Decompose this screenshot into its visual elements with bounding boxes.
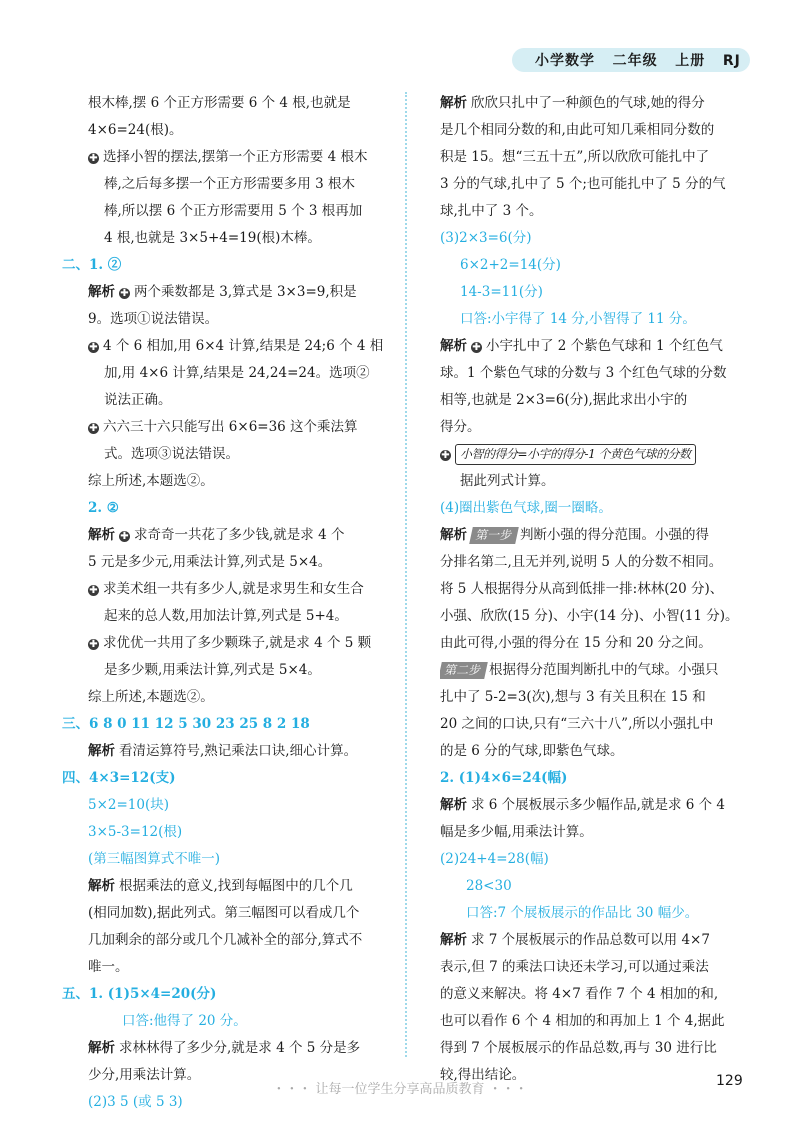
line-text: 综上所述,本题选②。	[88, 473, 214, 489]
line-text: 口答:小宇得了 14 分,小智得了 11 分。	[460, 311, 696, 327]
text-line	[440, 387, 762, 414]
text-line	[62, 1008, 394, 1035]
handwritten-note: 小智的得分=小宇的得分-1 个黄色气球的分数	[455, 444, 696, 465]
text-line	[440, 279, 762, 306]
text-line	[440, 792, 762, 819]
line-text: 4×6=24(根)。	[88, 122, 183, 138]
analysis-label: 解析	[88, 527, 115, 543]
text-line	[440, 603, 762, 630]
text-line	[62, 171, 394, 198]
line-text: 4 根,也就是 3×5+4=19(根)木棒。	[104, 230, 321, 246]
text-line	[440, 252, 762, 279]
line-text: 得分。	[440, 419, 481, 435]
analysis-label: 解析	[440, 932, 467, 948]
text-line	[62, 117, 394, 144]
text-line	[440, 576, 762, 603]
text-line	[62, 225, 394, 252]
line-text: 的意义来解决。将 4×7 看作 7 个 4 相加的和,	[440, 986, 719, 1002]
text-line	[62, 873, 394, 900]
line-text: 9。选项①说法错误。	[88, 311, 219, 327]
plus-bullet-icon: ✚	[472, 342, 481, 353]
plus-bullet-icon: ✚	[89, 342, 98, 353]
line-text: 由此可得,小强的得分在 15 分和 20 分之间。	[440, 635, 712, 651]
text-line	[62, 900, 394, 927]
right-column	[440, 90, 762, 1089]
text-line	[62, 279, 394, 306]
line-text: 三、6 8 0 11 12 5 30 23 25 8 2 18	[62, 716, 310, 732]
text-line	[62, 252, 394, 279]
text-line	[440, 684, 762, 711]
line-text: 看清运算符号,熟记乘法口诀,细心计算。	[119, 743, 358, 759]
line-text: 的是 6 分的气球,即紫色气球。	[440, 743, 624, 759]
text-line	[62, 684, 394, 711]
line-text: 扎中了 5-2=3(次),想与 3 有关且积在 15 和	[440, 689, 706, 705]
text-line	[62, 441, 394, 468]
text-line	[440, 360, 762, 387]
text-line	[440, 900, 762, 927]
line-text: 二、1. ②	[62, 257, 122, 273]
line-text: 28<30	[466, 878, 512, 894]
line-text: 积是 15。想“三五十五”,所以欣欣可能扎中了	[440, 149, 710, 165]
text-line	[62, 522, 394, 549]
text-line	[62, 765, 394, 792]
line-text: 是多少颗,用乘法计算,列式是 5×4。	[104, 662, 321, 678]
line-text: 求奇奇一共花了多少钱,就是求 4 个	[134, 527, 345, 543]
analysis-label: 解析	[88, 878, 115, 894]
line-text: 两个乘数都是 3,算式是 3×3=9,积是	[134, 284, 357, 300]
text-line	[440, 90, 762, 117]
text-line	[62, 306, 394, 333]
text-line	[440, 225, 762, 252]
line-text: 球,扎中了 3 个。	[440, 203, 543, 219]
text-line	[62, 576, 394, 603]
text-line	[440, 522, 762, 549]
text-line	[440, 1008, 762, 1035]
text-line	[440, 1035, 762, 1062]
analysis-label: 解析	[88, 1040, 115, 1056]
line-text: 3 分的气球,扎中了 5 个;也可能扎中了 5 分的气	[440, 176, 726, 192]
line-text: (4)圈出紫色气球,圈一圈略。	[440, 500, 612, 516]
text-line	[440, 333, 762, 360]
line-text: 唯一。	[88, 959, 129, 975]
analysis-label: 解析	[440, 338, 467, 354]
text-line	[440, 711, 762, 738]
text-line	[62, 657, 394, 684]
line-text: 6×2+2=14(分)	[460, 257, 561, 273]
text-line	[62, 90, 394, 117]
line-text: 求美术组一共有多少人,就是求男生和女生合	[103, 581, 364, 597]
line-text: 几加剩余的部分或几个几减补全的部分,算式不	[88, 932, 363, 948]
text-line	[62, 333, 394, 360]
text-line	[440, 144, 762, 171]
text-line	[440, 549, 762, 576]
line-text: 棒,所以摆 6 个正方形需要用 5 个 3 根再加	[104, 203, 363, 219]
line-text: (2)3 5 (或 5 3)	[88, 1094, 183, 1110]
line-text: 幅是多少幅,用乘法计算。	[440, 824, 593, 840]
line-text: 求优优一共用了多少颗珠子,就是求 4 个 5 颗	[103, 635, 372, 651]
text-line	[62, 414, 394, 441]
line-text: 5×2=10(块)	[88, 797, 170, 813]
plus-bullet-icon: ✚	[120, 531, 129, 542]
line-text: 3×5-3=12(根)	[88, 824, 183, 840]
text-line	[62, 495, 394, 522]
analysis-label: 解析	[440, 797, 467, 813]
line-text: 得到 7 个展板展示的作品总数,再与 30 进行比	[440, 1040, 717, 1056]
line-text: 说法正确。	[104, 392, 172, 408]
text-line	[62, 819, 394, 846]
line-text: 口答:7 个展板展示的作品比 30 幅少。	[466, 905, 699, 921]
plus-bullet-icon: ✚	[120, 288, 129, 299]
line-text: 小强、欣欣(15 分)、小宇(14 分)、小智(11 分)。	[440, 608, 739, 624]
text-line	[62, 198, 394, 225]
line-text: 加,用 4×6 计算,结果是 24,24=24。选项②	[104, 365, 370, 381]
step-tag: 第一步	[469, 527, 519, 544]
plus-bullet-icon: ✚	[441, 450, 450, 461]
line-text: 求林林得了多少分,就是求 4 个 5 分是多	[119, 1040, 361, 1056]
line-text: 分排名第二,且无并列,说明 5 人的分数不相同。	[440, 554, 723, 570]
text-line	[440, 873, 762, 900]
text-line	[62, 954, 394, 981]
text-line	[62, 630, 394, 657]
text-line	[440, 954, 762, 981]
line-text: 选择小智的摆法,摆第一个正方形需要 4 根木	[103, 149, 368, 165]
column-divider	[405, 92, 407, 1057]
line-text: 4 个 6 相加,用 6×4 计算,结果是 24;6 个 4 相	[103, 338, 384, 354]
line-text: 起来的总人数,用加法计算,列式是 5+4。	[104, 608, 348, 624]
text-line	[62, 738, 394, 765]
line-text: 是几个相同分数的和,由此可知几乘相同分数的	[440, 122, 715, 138]
line-text: 小宇扎中了 2 个紫色气球和 1 个红色气	[486, 338, 723, 354]
left-column	[62, 90, 394, 1116]
text-line	[440, 630, 762, 657]
line-text: 六六三十六只能写出 6×6=36 这个乘法算	[103, 419, 358, 435]
text-line	[440, 657, 762, 684]
line-text: 求 7 个展板展示的作品总数可以用 4×7	[471, 932, 710, 948]
line-text: 根据得分范围判断扎中的气球。小强只	[489, 662, 719, 678]
text-line	[440, 117, 762, 144]
text-line	[440, 981, 762, 1008]
book-title: 小学数学 二年级 上册 RJ	[535, 53, 741, 69]
analysis-label: 解析	[440, 95, 467, 111]
line-text: 判断小强的得分范围。小强的得	[520, 527, 710, 543]
step-tag: 第二步	[440, 662, 488, 679]
text-line	[62, 144, 394, 171]
line-text: 较,得出结论。	[440, 1067, 526, 1083]
line-text: 20 之间的口诀,只有“三六十八”,所以小强扎中	[440, 716, 714, 732]
line-text: 四、4×3=12(支)	[62, 770, 176, 786]
text-line	[440, 468, 762, 495]
line-text: 球。1 个紫色气球的分数与 3 个红色气球的分数	[440, 365, 727, 381]
text-line	[62, 468, 394, 495]
line-text: 式。选项③说法错误。	[104, 446, 239, 462]
analysis-label: 解析	[440, 527, 467, 543]
text-line	[62, 360, 394, 387]
text-line	[62, 387, 394, 414]
line-text: 五、1. (1)5×4=20(分)	[62, 986, 217, 1002]
analysis-label: 解析	[88, 743, 115, 759]
line-text: 根木棒,摆 6 个正方形需要 6 个 4 根,也就是	[88, 95, 351, 111]
text-line	[440, 846, 762, 873]
page-number: 129	[716, 1073, 743, 1089]
plus-bullet-icon: ✚	[89, 639, 98, 650]
line-text: (第三幅图算式不唯一)	[88, 851, 221, 867]
text-line	[440, 927, 762, 954]
line-text: 2. ②	[88, 500, 119, 516]
line-text: 口答:他得了 20 分。	[122, 1013, 247, 1029]
analysis-label: 解析	[88, 284, 115, 300]
line-text: 将 5 人根据得分从高到低排一排:林林(20 分)、	[440, 581, 724, 597]
line-text: 14-3=11(分)	[460, 284, 543, 300]
text-line	[62, 603, 394, 630]
plus-bullet-icon: ✚	[89, 423, 98, 434]
text-line	[440, 414, 762, 441]
text-line	[440, 738, 762, 765]
line-text: 相等,也就是 2×3=6(分),据此求出小宇的	[440, 392, 688, 408]
text-line	[440, 306, 762, 333]
line-text: 据此列式计算。	[460, 473, 555, 489]
text-line	[62, 927, 394, 954]
line-text: 根据乘法的意义,找到每幅图中的几个几	[119, 878, 353, 894]
footer-slogan: ・・・ 让每一位学生分享高品质教育 ・・・	[272, 1082, 528, 1097]
text-line	[62, 549, 394, 576]
text-line	[62, 846, 394, 873]
line-text: 棒,之后每多摆一个正方形需要多用 3 根木	[104, 176, 355, 192]
line-text: 少分,用乘法计算。	[88, 1067, 201, 1083]
line-text: (相同加数),据此列式。第三幅图可以看成几个	[88, 905, 360, 921]
line-text: 综上所述,本题选②。	[88, 689, 214, 705]
text-line	[440, 198, 762, 225]
text-line	[440, 495, 762, 522]
line-text: 表示,但 7 的乘法口诀还未学习,可以通过乘法	[440, 959, 709, 975]
line-text: 也可以看作 6 个 4 相加的和再加上 1 个 4,据此	[440, 1013, 725, 1029]
text-line	[62, 981, 394, 1008]
text-line	[440, 441, 762, 468]
text-line	[440, 171, 762, 198]
text-line	[440, 819, 762, 846]
text-line	[62, 711, 394, 738]
line-text: 求 6 个展板展示多少幅作品,就是求 6 个 4	[471, 797, 726, 813]
line-text: (3)2×3=6(分)	[440, 230, 532, 246]
plus-bullet-icon: ✚	[89, 585, 98, 596]
text-line	[62, 1035, 394, 1062]
line-text: 2. (1)4×6=24(幅)	[440, 770, 568, 786]
plus-bullet-icon: ✚	[89, 153, 98, 164]
line-text: 欣欣只扎中了一种颜色的气球,她的得分	[471, 95, 705, 111]
line-text: (2)24+4=28(幅)	[440, 851, 549, 867]
line-text: 5 元是多少元,用乘法计算,列式是 5×4。	[88, 554, 332, 570]
text-line	[440, 765, 762, 792]
text-line	[62, 792, 394, 819]
